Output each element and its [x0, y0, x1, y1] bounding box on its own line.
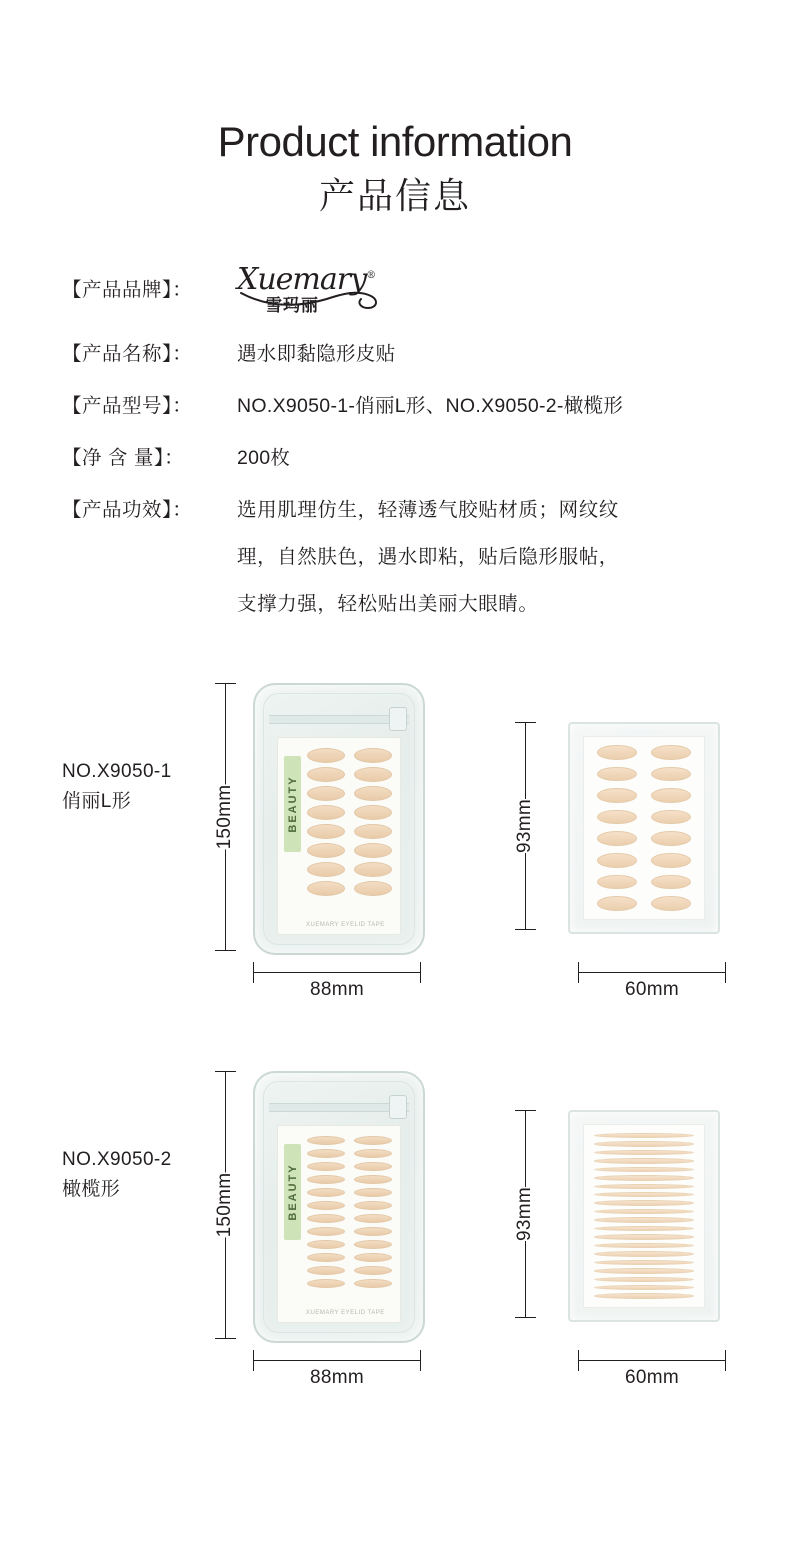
pouch-foot-text: XUEMARY EYELID TAPE	[306, 921, 385, 928]
sheet-item	[651, 788, 691, 803]
sheet-item	[594, 1251, 694, 1256]
sheet-item	[651, 875, 691, 890]
dimension-cap-top	[215, 683, 236, 684]
strip-item	[307, 1227, 345, 1236]
strip-item	[354, 1136, 392, 1145]
sheet-width-dimension-x9050-2	[578, 1353, 726, 1388]
sheet-item	[594, 1192, 694, 1197]
strip-item	[307, 843, 345, 858]
dimension-cap-left	[253, 1350, 254, 1371]
info-label-model: 【产品型号】：	[62, 394, 193, 417]
info-value-quantity: 200枚	[237, 446, 291, 469]
figure-caption-x9050-2-line2: 橄榄形	[62, 1178, 121, 1200]
pouch-strip-column-left	[307, 1136, 345, 1296]
strip-item	[354, 1188, 392, 1197]
dimension-cap-bottom	[215, 1338, 236, 1339]
dimension-cap-bottom	[515, 929, 536, 930]
info-label-quantity: 【净 含 量】：	[62, 446, 185, 469]
figure-row-x9050-2	[0, 1053, 790, 1425]
info-value-name: 遇水即黏隐形皮贴	[237, 342, 396, 365]
figure-caption-x9050-1-line2: 俏丽L形	[62, 790, 132, 812]
sheet-item	[594, 1285, 694, 1290]
dimension-cap-top	[215, 1071, 236, 1072]
pouch-insert-card	[277, 1125, 401, 1323]
pouch-height-value-x9050-1: 150mm	[211, 784, 239, 849]
sheet-width-value-x9050-1: 60mm	[625, 978, 679, 1000]
sheet-inner	[583, 736, 705, 920]
efficacy-line-3: 支撑力强，轻松贴出美丽大眼睛。	[237, 592, 539, 615]
sheet-inner	[583, 1124, 705, 1308]
sheet-item	[651, 745, 691, 760]
sheet-item	[597, 831, 637, 846]
pouch-strip-column-right	[354, 1136, 392, 1296]
pouch-strip-column-left	[307, 748, 345, 908]
dimension-cap-top	[515, 1110, 536, 1111]
info-label-efficacy: 【产品功效】：	[62, 498, 193, 521]
strip-item	[307, 1214, 345, 1223]
sheet-width-value-x9050-2: 60mm	[625, 1366, 679, 1388]
sheet-item	[651, 767, 691, 782]
dimension-line	[253, 1360, 421, 1361]
strip-item	[307, 1149, 345, 1158]
info-row-brand	[62, 261, 740, 317]
pouch-height-dimension-x9050-2	[210, 1071, 240, 1339]
figure-caption-x9050-1	[62, 757, 172, 817]
dimension-line	[253, 972, 421, 973]
strip-item	[354, 1175, 392, 1184]
strip-item	[307, 1279, 345, 1288]
sheet-item	[651, 831, 691, 846]
sheet-item	[594, 1234, 694, 1239]
sheet-item	[597, 896, 637, 911]
brand-script-word: Xuemary	[237, 261, 367, 297]
dimension-cap-top	[515, 722, 536, 723]
strip-item	[307, 786, 345, 801]
sheet-item	[651, 810, 691, 825]
sheet-item	[594, 1268, 694, 1273]
sheet-item	[594, 1175, 694, 1180]
sheet-item	[594, 1158, 694, 1163]
sheet-item	[594, 1141, 694, 1146]
pouch-zipper-tab	[389, 1095, 407, 1119]
product-pouch-x9050-1	[253, 683, 425, 955]
page-title-cn: 产品信息	[318, 175, 471, 217]
strip-item	[307, 1136, 345, 1145]
pouch-width-value-x9050-2: 88mm	[310, 1366, 364, 1388]
sheet-width-dimension-x9050-1	[578, 965, 726, 1000]
product-figures	[0, 665, 790, 1425]
strip-item	[307, 1175, 345, 1184]
dimension-line	[578, 1360, 726, 1361]
dimension-cap-right	[420, 962, 421, 983]
sheet-item	[594, 1277, 694, 1282]
efficacy-line-2: 理，自然肤色，遇水即粘，贴后隐形服帖，	[237, 545, 619, 568]
dimension-cap-left	[578, 1350, 579, 1371]
product-sheet-x9050-2	[568, 1110, 720, 1322]
sheet-height-value-x9050-2: 93mm	[511, 1187, 539, 1241]
sheet-item	[594, 1209, 694, 1214]
strip-item	[307, 748, 345, 763]
pouch-width-dimension-x9050-1	[253, 965, 421, 1000]
brand-chinese-text: 雪玛丽	[265, 295, 319, 315]
pouch-zipper	[269, 1103, 409, 1112]
sheet-needle-rows	[594, 1133, 694, 1299]
pouch-beauty-tag	[284, 756, 301, 852]
product-info-list	[0, 261, 790, 619]
strip-item	[354, 1149, 392, 1158]
sheet-item	[597, 767, 637, 782]
pouch-insert-card	[277, 737, 401, 935]
dimension-line	[578, 972, 726, 973]
sheet-column-right	[651, 745, 691, 911]
dimension-cap-right	[420, 1350, 421, 1371]
strip-item	[307, 862, 345, 877]
sheet-item	[597, 875, 637, 890]
strip-item	[354, 748, 392, 763]
sheet-column-left	[597, 745, 637, 911]
figure-caption-x9050-2-line1: NO.X9050-2	[62, 1148, 172, 1170]
pouch-height-value-x9050-2: 150mm	[211, 1172, 239, 1237]
sheet-item	[594, 1133, 694, 1138]
figure-caption-x9050-2	[62, 1145, 172, 1205]
product-pouch-x9050-2	[253, 1071, 425, 1343]
info-row-efficacy	[62, 495, 740, 619]
info-row-name	[62, 339, 740, 369]
info-value-model: NO.X9050-1-俏丽L形、NO.X9050-2-橄榄形	[237, 394, 624, 417]
info-label-name: 【产品名称】：	[62, 342, 193, 365]
strip-item	[307, 1253, 345, 1262]
sheet-item	[597, 788, 637, 803]
efficacy-line-1: 选用肌理仿生，轻薄透气胶贴材质；网纹纹	[237, 498, 619, 521]
sheet-item	[597, 810, 637, 825]
sheet-oval-grid	[594, 745, 694, 911]
sheet-item	[594, 1260, 694, 1265]
dimension-cap-bottom	[515, 1317, 536, 1318]
strip-item	[307, 805, 345, 820]
info-row-model	[62, 391, 740, 421]
dimension-cap-right	[725, 1350, 726, 1371]
sheet-height-dimension-x9050-2	[510, 1110, 540, 1318]
strip-item	[354, 1227, 392, 1236]
product-sheet-x9050-1	[568, 722, 720, 934]
strip-item	[307, 1201, 345, 1210]
pouch-zipper	[269, 715, 409, 724]
brand-logo	[237, 261, 407, 317]
sheet-item	[594, 1243, 694, 1248]
strip-item	[354, 1240, 392, 1249]
strip-item	[354, 805, 392, 820]
strip-item	[354, 1253, 392, 1262]
figure-row-x9050-1	[0, 665, 790, 1037]
sheet-item	[594, 1184, 694, 1189]
sheet-item	[594, 1226, 694, 1231]
pouch-height-dimension-x9050-1	[210, 683, 240, 951]
sheet-item	[594, 1293, 694, 1298]
strip-item	[307, 767, 345, 782]
strip-item	[354, 1214, 392, 1223]
sheet-item	[651, 853, 691, 868]
sheet-item	[651, 896, 691, 911]
strip-item	[307, 881, 345, 896]
dimension-cap-left	[578, 962, 579, 983]
strip-item	[354, 1201, 392, 1210]
info-label-brand: 【产品品牌】：	[62, 278, 193, 301]
dimension-cap-left	[253, 962, 254, 983]
dimension-cap-right	[725, 962, 726, 983]
sheet-height-value-x9050-1: 93mm	[511, 799, 539, 853]
pouch-beauty-tag-text: BEAUTY	[286, 775, 299, 833]
info-value-efficacy	[237, 495, 740, 619]
strip-item	[354, 862, 392, 877]
figure-caption-x9050-1-line1: NO.X9050-1	[62, 760, 172, 782]
strip-item	[307, 824, 345, 839]
pouch-width-dimension-x9050-2	[253, 1353, 421, 1388]
strip-item	[354, 881, 392, 896]
pouch-strip-column-right	[354, 748, 392, 908]
sheet-item	[594, 1150, 694, 1155]
sheet-item	[594, 1217, 694, 1222]
strip-item	[354, 767, 392, 782]
sheet-item	[594, 1200, 694, 1205]
strip-item	[307, 1188, 345, 1197]
strip-item	[307, 1240, 345, 1249]
info-value-brand	[237, 261, 740, 317]
strip-item	[354, 786, 392, 801]
pouch-strip-columns	[308, 1136, 390, 1296]
pouch-beauty-tag-text: BEAUTY	[286, 1163, 299, 1221]
sheet-item	[594, 1167, 694, 1172]
strip-item	[354, 1162, 392, 1171]
strip-item	[307, 1162, 345, 1171]
strip-item	[354, 843, 392, 858]
brand-registered-mark: ®	[366, 269, 376, 281]
page-title-en: Product information	[217, 118, 573, 165]
pouch-beauty-tag	[284, 1144, 301, 1240]
pouch-strip-columns	[308, 748, 390, 908]
sheet-height-dimension-x9050-1	[510, 722, 540, 930]
sheet-item	[597, 745, 637, 760]
strip-item	[307, 1266, 345, 1275]
strip-item	[354, 824, 392, 839]
strip-item	[354, 1266, 392, 1275]
pouch-zipper-tab	[389, 707, 407, 731]
strip-item	[354, 1279, 392, 1288]
page-header	[0, 0, 790, 221]
dimension-cap-bottom	[215, 950, 236, 951]
info-row-quantity	[62, 443, 740, 473]
sheet-item	[597, 853, 637, 868]
pouch-width-value-x9050-1: 88mm	[310, 978, 364, 1000]
pouch-foot-text: XUEMARY EYELID TAPE	[306, 1309, 385, 1316]
